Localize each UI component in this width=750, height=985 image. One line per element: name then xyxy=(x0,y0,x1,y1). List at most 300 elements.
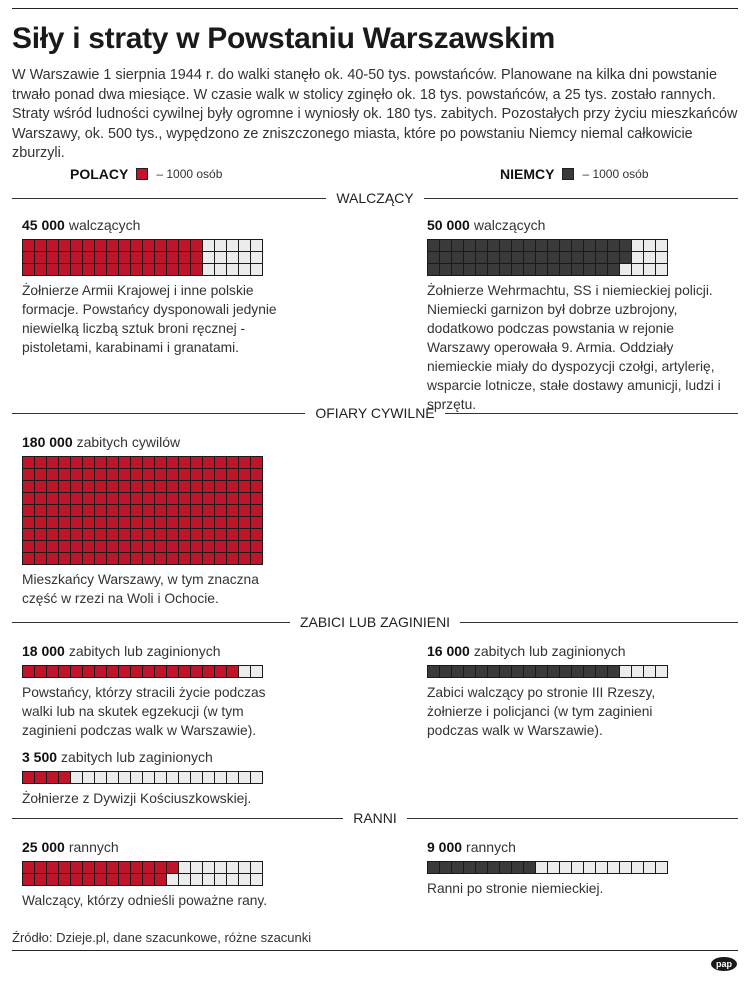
de-ranni-count xyxy=(427,839,727,855)
unit-cell xyxy=(95,252,106,263)
unit-cell xyxy=(143,240,154,251)
de-zabici-number: 16 000 xyxy=(427,643,470,659)
unit-cell xyxy=(95,457,106,468)
unit-cell xyxy=(251,240,262,251)
unit-cell xyxy=(47,481,58,492)
unit-cell xyxy=(656,862,667,873)
unit-cell xyxy=(155,772,166,783)
unit-cell xyxy=(632,252,643,263)
unit-cell xyxy=(251,264,262,275)
de-walczacy-label: walczących xyxy=(473,217,546,233)
unit-cell xyxy=(155,874,166,885)
unit-cell xyxy=(95,517,106,528)
unit-cell xyxy=(191,517,202,528)
unit-cell xyxy=(227,529,238,540)
unit-cell xyxy=(143,862,154,873)
unit-cell xyxy=(95,529,106,540)
unit-cell xyxy=(23,505,34,516)
unit-cell xyxy=(71,457,82,468)
legend-niemcy-swatch xyxy=(562,168,574,180)
bottom-rule xyxy=(12,950,738,951)
unit-cell xyxy=(107,505,118,516)
unit-cell xyxy=(215,469,226,480)
unit-cell xyxy=(59,457,70,468)
unit-cell xyxy=(251,481,262,492)
unit-cell xyxy=(512,240,523,251)
unit-cell xyxy=(596,862,607,873)
unit-cell xyxy=(191,874,202,885)
de-ranni-label: rannych xyxy=(466,839,516,855)
unit-cell xyxy=(59,252,70,263)
unit-cell xyxy=(227,553,238,564)
unit-cell xyxy=(440,252,451,263)
unit-cell xyxy=(23,264,34,275)
unit-cell xyxy=(191,240,202,251)
unit-cell xyxy=(452,264,463,275)
unit-cell xyxy=(119,505,130,516)
unit-cell xyxy=(23,240,34,251)
pl-walczacy-number: 45 000 xyxy=(22,217,65,233)
unit-cell xyxy=(143,252,154,263)
unit-cell xyxy=(548,240,559,251)
unit-cell xyxy=(215,481,226,492)
unit-cell xyxy=(71,264,82,275)
unit-cell xyxy=(560,252,571,263)
unit-cell xyxy=(47,772,58,783)
unit-cell xyxy=(191,505,202,516)
unit-cell xyxy=(560,666,571,677)
unit-cell xyxy=(239,252,250,263)
unit-cell xyxy=(143,666,154,677)
unit-cell xyxy=(107,469,118,480)
unit-cell xyxy=(548,264,559,275)
unit-cell xyxy=(488,666,499,677)
unit-cell xyxy=(512,264,523,275)
unit-cell xyxy=(143,553,154,564)
pl-kosciuszko-grid xyxy=(22,771,263,784)
unit-cell xyxy=(143,505,154,516)
unit-cell xyxy=(83,517,94,528)
unit-cell xyxy=(155,505,166,516)
unit-cell xyxy=(203,481,214,492)
unit-cell xyxy=(227,874,238,885)
unit-cell xyxy=(644,264,655,275)
de-walczacy-grid xyxy=(427,239,668,276)
pl-walczacy-label: walczących xyxy=(68,217,141,233)
unit-cell xyxy=(488,240,499,251)
pl-kosciuszko-count xyxy=(22,749,322,765)
unit-cell xyxy=(23,529,34,540)
unit-cell xyxy=(179,541,190,552)
unit-cell xyxy=(47,874,58,885)
unit-cell xyxy=(251,772,262,783)
unit-cell xyxy=(251,517,262,528)
unit-cell xyxy=(107,529,118,540)
unit-cell xyxy=(59,529,70,540)
unit-cell xyxy=(215,493,226,504)
unit-cell xyxy=(47,541,58,552)
unit-cell xyxy=(59,553,70,564)
unit-cell xyxy=(155,529,166,540)
unit-cell xyxy=(107,252,118,263)
unit-cell xyxy=(203,772,214,783)
unit-cell xyxy=(107,493,118,504)
unit-cell xyxy=(179,529,190,540)
unit-cell xyxy=(179,505,190,516)
unit-cell xyxy=(71,862,82,873)
unit-cell xyxy=(95,666,106,677)
unit-cell xyxy=(23,252,34,263)
unit-cell xyxy=(119,874,130,885)
unit-cell xyxy=(500,862,511,873)
unit-cell xyxy=(155,517,166,528)
unit-cell xyxy=(119,553,130,564)
unit-cell xyxy=(35,862,46,873)
unit-cell xyxy=(596,252,607,263)
legend-niemcy xyxy=(500,166,649,182)
unit-cell xyxy=(227,862,238,873)
unit-cell xyxy=(215,517,226,528)
unit-cell xyxy=(179,481,190,492)
unit-cell xyxy=(155,862,166,873)
unit-cell xyxy=(428,264,439,275)
legend-niemcy-unit: – 1000 osób xyxy=(582,167,649,181)
unit-cell xyxy=(584,264,595,275)
unit-cell xyxy=(71,553,82,564)
unit-cell xyxy=(131,469,142,480)
unit-cell xyxy=(119,529,130,540)
block-pl-ranni xyxy=(22,839,322,910)
unit-cell xyxy=(215,457,226,468)
unit-cell xyxy=(47,240,58,251)
block-de-zabici xyxy=(427,643,697,740)
unit-cell xyxy=(95,553,106,564)
block-pl-kosciuszko xyxy=(22,749,322,808)
unit-cell xyxy=(548,666,559,677)
unit-cell xyxy=(239,240,250,251)
unit-cell xyxy=(452,252,463,263)
unit-cell xyxy=(95,481,106,492)
de-ranni-number: 9 000 xyxy=(427,839,463,855)
unit-cell xyxy=(59,240,70,251)
unit-cell xyxy=(95,541,106,552)
unit-cell xyxy=(203,553,214,564)
unit-cell xyxy=(71,481,82,492)
unit-cell xyxy=(548,862,559,873)
unit-cell xyxy=(620,666,631,677)
unit-cell xyxy=(203,517,214,528)
unit-cell xyxy=(632,666,643,677)
unit-cell xyxy=(167,874,178,885)
unit-cell xyxy=(167,529,178,540)
unit-cell xyxy=(548,252,559,263)
unit-cell xyxy=(203,529,214,540)
unit-cell xyxy=(167,772,178,783)
unit-cell xyxy=(203,493,214,504)
unit-cell xyxy=(428,666,439,677)
unit-cell xyxy=(95,862,106,873)
unit-cell xyxy=(83,862,94,873)
unit-cell xyxy=(500,666,511,677)
unit-cell xyxy=(227,457,238,468)
unit-cell xyxy=(71,469,82,480)
unit-cell xyxy=(143,529,154,540)
unit-cell xyxy=(143,772,154,783)
unit-cell xyxy=(167,553,178,564)
unit-cell xyxy=(227,469,238,480)
unit-cell xyxy=(83,666,94,677)
unit-cell xyxy=(572,252,583,263)
unit-cell xyxy=(107,481,118,492)
de-ranni-desc: Ranni po stronie niemieckiej. xyxy=(427,881,604,896)
unit-cell xyxy=(83,481,94,492)
unit-cell xyxy=(584,252,595,263)
unit-cell xyxy=(35,553,46,564)
unit-cell xyxy=(584,240,595,251)
pl-zabici-count xyxy=(22,643,282,659)
unit-cell xyxy=(572,666,583,677)
unit-cell xyxy=(83,529,94,540)
unit-cell xyxy=(107,240,118,251)
unit-cell xyxy=(83,240,94,251)
unit-cell xyxy=(203,240,214,251)
unit-cell xyxy=(476,240,487,251)
unit-cell xyxy=(23,457,34,468)
unit-cell xyxy=(107,666,118,677)
unit-cell xyxy=(239,666,250,677)
unit-cell xyxy=(95,505,106,516)
unit-cell xyxy=(35,505,46,516)
unit-cell xyxy=(239,862,250,873)
unit-cell xyxy=(59,541,70,552)
pl-kosciuszko-label: zabitych lub zaginionych xyxy=(61,749,213,765)
unit-cell xyxy=(464,862,475,873)
unit-cell xyxy=(632,240,643,251)
unit-cell xyxy=(95,240,106,251)
unit-cell xyxy=(143,874,154,885)
legend-polacy-swatch xyxy=(136,168,148,180)
unit-cell xyxy=(536,240,547,251)
unit-cell xyxy=(35,874,46,885)
unit-cell xyxy=(119,862,130,873)
unit-cell xyxy=(215,666,226,677)
unit-cell xyxy=(83,493,94,504)
unit-cell xyxy=(71,666,82,677)
unit-cell xyxy=(155,493,166,504)
de-zabici-desc: Zabici walczący po stronie III Rzeszy, żołnierze i policjanci (w tym zaginieni podczas walk w Warszawie). xyxy=(427,685,656,738)
unit-cell xyxy=(227,252,238,263)
unit-cell xyxy=(428,240,439,251)
intro-text: W Warszawie 1 sierpnia 1944 r. do walki stanęło ok. 40-50 tys. powstańców. Planowane na kilka dni powstanie trwało ponad dwa miesiące. W czasie walk w stolicy zginęło ok. 18 tys. powstańców, a 25 tys. zostało rannych. Straty wśród ludności cywilnej były ogromne i wyniosły ok. 180 tys. zabitych. Pozostałych przy życiu mieszkańców Warszawy, ok. 500 tys., wypędzono ze zniszczonego miasta, które po powstaniu Niemcy niemal całkowicie zburzyli. xyxy=(12,67,738,161)
unit-cell xyxy=(656,240,667,251)
unit-cell xyxy=(83,553,94,564)
pl-cywile-count xyxy=(22,434,272,450)
unit-cell xyxy=(203,541,214,552)
unit-cell xyxy=(131,457,142,468)
unit-cell xyxy=(179,772,190,783)
pl-ranni-label: rannych xyxy=(68,839,119,855)
section-walczacy-label: WALCZĄCY xyxy=(336,190,414,206)
legend-polacy-unit: – 1000 osób xyxy=(156,167,223,181)
legend-polacy-name: POLACY xyxy=(70,166,129,182)
unit-cell xyxy=(131,493,142,504)
unit-cell xyxy=(227,493,238,504)
unit-cell xyxy=(191,862,202,873)
unit-cell xyxy=(215,529,226,540)
unit-cell xyxy=(464,666,475,677)
unit-cell xyxy=(47,264,58,275)
unit-cell xyxy=(83,264,94,275)
unit-cell xyxy=(464,264,475,275)
unit-cell xyxy=(155,469,166,480)
pl-zabici-grid xyxy=(22,665,263,678)
unit-cell xyxy=(95,264,106,275)
unit-cell xyxy=(71,529,82,540)
unit-cell xyxy=(215,553,226,564)
unit-cell xyxy=(59,862,70,873)
unit-cell xyxy=(83,772,94,783)
unit-cell xyxy=(47,457,58,468)
unit-cell xyxy=(215,505,226,516)
unit-cell xyxy=(107,553,118,564)
pl-zabici-label: zabitych lub zaginionych xyxy=(68,643,221,659)
pl-ranni-count xyxy=(22,839,322,855)
unit-cell xyxy=(251,666,262,677)
unit-cell xyxy=(119,240,130,251)
unit-cell xyxy=(251,252,262,263)
unit-cell xyxy=(119,772,130,783)
unit-cell xyxy=(215,252,226,263)
top-rule xyxy=(12,8,738,9)
unit-cell xyxy=(251,529,262,540)
unit-cell xyxy=(23,553,34,564)
unit-cell xyxy=(119,481,130,492)
unit-cell xyxy=(239,529,250,540)
unit-cell xyxy=(227,517,238,528)
unit-cell xyxy=(35,493,46,504)
unit-cell xyxy=(239,541,250,552)
unit-cell xyxy=(155,252,166,263)
unit-cell xyxy=(131,772,142,783)
unit-cell xyxy=(620,252,631,263)
unit-cell xyxy=(251,541,262,552)
unit-cell xyxy=(656,666,667,677)
unit-cell xyxy=(23,469,34,480)
pl-cywile-grid xyxy=(22,456,263,565)
unit-cell xyxy=(143,264,154,275)
unit-cell xyxy=(119,517,130,528)
unit-cell xyxy=(440,240,451,251)
pl-ranni-desc: Walczący, którzy odnieśli poważne rany. xyxy=(22,893,268,908)
unit-cell xyxy=(191,469,202,480)
unit-cell xyxy=(203,505,214,516)
unit-cell xyxy=(227,772,238,783)
unit-cell xyxy=(71,240,82,251)
unit-cell xyxy=(143,481,154,492)
unit-cell xyxy=(83,505,94,516)
pl-walczacy-count xyxy=(22,217,292,233)
unit-cell xyxy=(107,874,118,885)
unit-cell xyxy=(143,457,154,468)
unit-cell xyxy=(155,457,166,468)
unit-cell xyxy=(251,457,262,468)
unit-cell xyxy=(191,481,202,492)
unit-cell xyxy=(251,493,262,504)
unit-cell xyxy=(536,264,547,275)
unit-cell xyxy=(59,469,70,480)
unit-cell xyxy=(440,264,451,275)
unit-cell xyxy=(95,874,106,885)
unit-cell xyxy=(596,240,607,251)
pap-logo: pap xyxy=(711,957,737,971)
unit-cell xyxy=(71,517,82,528)
pl-ranni-grid xyxy=(22,861,263,886)
pl-kosciuszko-number: 3 500 xyxy=(22,749,58,765)
unit-cell xyxy=(83,469,94,480)
unit-cell xyxy=(167,493,178,504)
unit-cell xyxy=(239,457,250,468)
unit-cell xyxy=(524,264,535,275)
unit-cell xyxy=(167,517,178,528)
unit-cell xyxy=(35,469,46,480)
unit-cell xyxy=(95,469,106,480)
unit-cell xyxy=(608,862,619,873)
pl-walczacy-grid xyxy=(22,239,263,276)
unit-cell xyxy=(167,264,178,275)
unit-cell xyxy=(35,264,46,275)
unit-cell xyxy=(644,252,655,263)
unit-cell xyxy=(179,553,190,564)
unit-cell xyxy=(239,553,250,564)
unit-cell xyxy=(35,252,46,263)
de-walczacy-desc: Żołnierze Wehrmachtu, SS i niemieckiej policji. Niemiecki garnizon był dobrze uzbrojony, dodatkowo podczas powstania w rejonie Warszawy operowała 9. Armia. Oddziały niemieckie miały do dyspozycji czołgi, artylerię, wsparcie lotnicze, stałe dostawy amunicji, ludzi i sprzętu. xyxy=(427,283,721,412)
unit-cell xyxy=(23,541,34,552)
unit-cell xyxy=(215,240,226,251)
unit-cell xyxy=(35,481,46,492)
unit-cell xyxy=(239,493,250,504)
unit-cell xyxy=(572,264,583,275)
unit-cell xyxy=(23,493,34,504)
unit-cell xyxy=(143,493,154,504)
unit-cell xyxy=(500,240,511,251)
legend-niemcy-name: NIEMCY xyxy=(500,166,555,182)
block-de-walczacy xyxy=(427,217,739,414)
unit-cell xyxy=(119,666,130,677)
unit-cell xyxy=(536,862,547,873)
unit-cell xyxy=(59,505,70,516)
unit-cell xyxy=(251,862,262,873)
unit-cell xyxy=(59,666,70,677)
unit-cell xyxy=(191,493,202,504)
unit-cell xyxy=(239,874,250,885)
unit-cell xyxy=(23,666,34,677)
section-zabici xyxy=(12,612,738,632)
unit-cell xyxy=(131,264,142,275)
unit-cell xyxy=(215,541,226,552)
unit-cell xyxy=(59,874,70,885)
unit-cell xyxy=(179,252,190,263)
unit-cell xyxy=(500,264,511,275)
unit-cell xyxy=(239,264,250,275)
unit-cell xyxy=(59,493,70,504)
unit-cell xyxy=(584,666,595,677)
unit-cell xyxy=(95,493,106,504)
unit-cell xyxy=(179,264,190,275)
unit-cell xyxy=(23,862,34,873)
unit-cell xyxy=(179,240,190,251)
unit-cell xyxy=(215,772,226,783)
unit-cell xyxy=(107,862,118,873)
